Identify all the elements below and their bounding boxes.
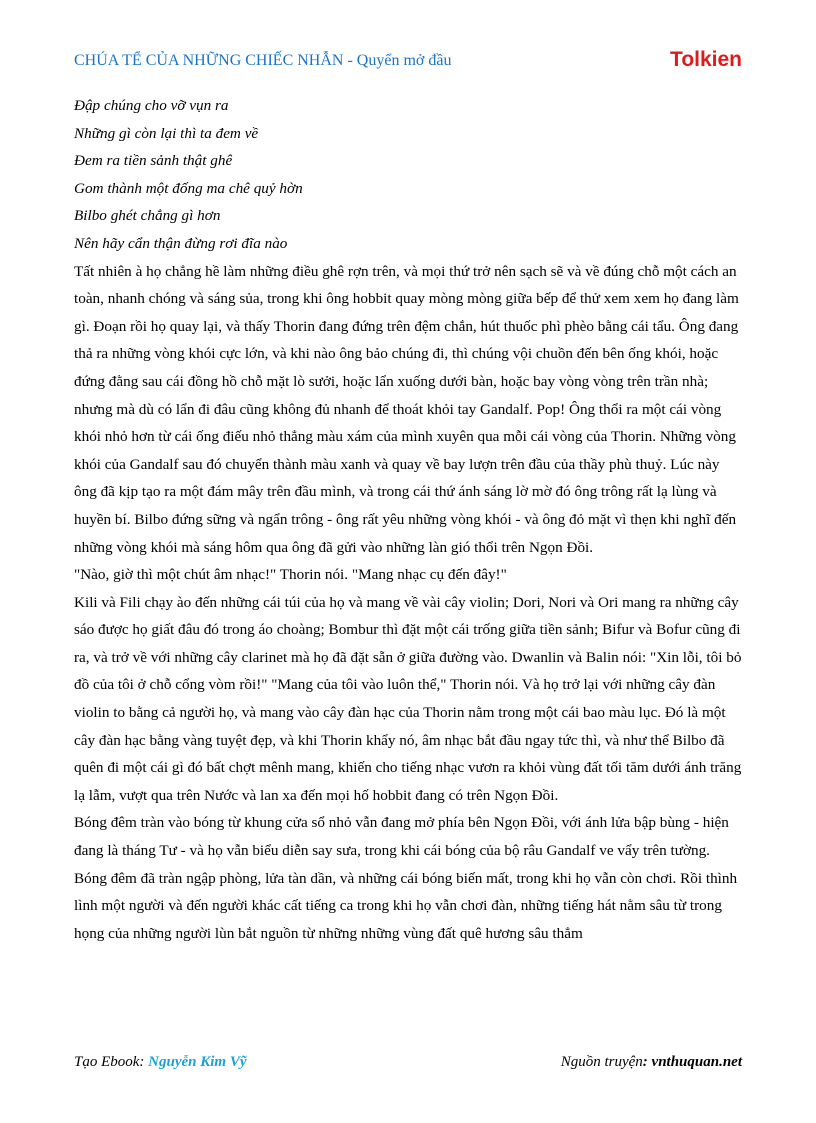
author-name: Tolkien xyxy=(670,48,742,71)
ebook-label: Tạo Ebook xyxy=(74,1054,140,1070)
paragraph-singing: Bóng đêm đã tràn ngập phòng, lửa tàn dần, và những cái bóng biến mất, trong khi họ vẫn còn chơi. Rồi thình lình một người và đến người khác cất tiếng ca trong khi họ vẫn chơi đàn, những tiếng hát nằm sâu từ trong họng của những người lùn bắt nguồn từ những những vùng đất quê hương sâu thẳm xyxy=(74,869,738,942)
poem-line: Đem ra tiền sảnh thật ghê xyxy=(74,152,233,170)
paragraph-instruments: Kili và Fili chạy ào đến những cái túi của họ và mang về vài cây violin; Dori, Nori và Ori mang ra những cây sáo được họ giất đâu đó trong áo choàng; Bombur thì đặt một cái trống giữa tiền sảnh; Bifur và Bofur cũng đi ra, và trở về với những cây clarinet mà họ đã đặt sẵn ở giữa đường vào. Dwanlin và Balin nói: "Xin lỗi, tôi bỏ đồ của tôi ở chỗ cổng vòm rồi!" "Mang của tôi vào luôn thể," Thorin nói. Và họ trở lại với những cây đàn violin to bằng cả người họ, và mang vào cây đàn hạc của Thorin nằm trong một cái bao màu lục. Đó là một cây đàn hạc bằng vàng tuyệt đẹp, và khi Thorin khẩy nó, âm nhạc bắt đầu ngay tức thì, và như thể Bilbo đã quên đi một cái gì đó bất chợt mênh mang, khiến cho tiếng nhạc vươn ra khỏi vùng đất tối tăm dưới ánh trăng lạ lẫm, vượt qua trên Nước và lan xa đến mọi hố hobbit đang có trên Ngọn Đồi. xyxy=(74,593,742,804)
source-colon: : xyxy=(642,1054,652,1070)
source-site-link[interactable]: vnthuquan.net xyxy=(651,1054,742,1070)
poem-block xyxy=(74,92,746,258)
paragraph-smoke-rings: Tất nhiên à họ chẳng hề làm những điều ghê rợn trên, và mọi thứ trở nên sạch sẽ và về đúng chỗ một cách an toàn, nhanh chóng và sáng sủa, trong khi ông hobbit quay mòng mòng giữa bếp để thử xem xem họ đang làm gì. Đoạn rồi họ quay lại, và thấy Thorin đang đứng trên đệm chắn, hút thuốc phì phèo bằng cái tẩu. Ông đang thả ra những vòng khói cực lớn, và khi nào ông bảo chúng đi, thì chúng vội chuồn đến bên ống khói, hoặc đứng đằng sau cái đồng hồ chỗ mặt lò sưởi, hoặc lẩn xuống dưới bàn, hoặc bay vòng vòng trên trần nhà; nhưng mà dù có lẩn đi đâu cũng không đủ nhanh để thoát khỏi tay Gandalf. Pop! Ông thổi ra một cái vòng khói nhỏ hơn từ cái ống điếu nhỏ thẳng màu xám của mình xuyên qua mỗi cái vòng của Thorin. Những vòng khói của Gandalf sau đó chuyển thành màu xanh và quay về bay lượn trên đầu của thầy phù thuỷ. Lúc này ông đã kịp tạo ra một đám mây trên đầu mình, và trong cái thứ ánh sáng lờ mờ đó ông trông rất lạ lùng và huyền bí. Bilbo đứng sững và ngẩn trông - ông rất yêu những vòng khói - và ông đỏ mặt vì thẹn khi nghĩ đến những vòng khói mà sáng hôm qua ông đã gửi vào những làn gió thổi trên Ngọn Đồi. xyxy=(74,262,739,556)
page-footer xyxy=(74,1054,742,1078)
ebook-creator-name: Nguyễn Kim Vỹ xyxy=(148,1054,247,1070)
poem-line: Những gì còn lại thì ta đem về xyxy=(74,124,259,142)
page-header xyxy=(74,48,742,78)
ebook-credit xyxy=(74,1054,247,1071)
poem-line: Nên hãy cẩn thận đừng rơi đĩa nào xyxy=(74,234,288,252)
poem-line: Bilbo ghét chẳng gì hơn xyxy=(74,207,221,225)
paragraph-night-falls: Bóng đêm tràn vào bóng từ khung cửa sổ nhỏ vẫn đang mở phía bên Ngọn Đồi, với ánh lửa bập bùng - hiện đang là tháng Tư - và họ vẫn biểu diễn say sưa, trong khi cái bóng của bộ râu Gandalf ve vẩy trên tường. xyxy=(74,814,729,860)
book-title: CHÚA TỂ CỦA NHỮNG CHIẾC NHẪN - Quyển mở đầu xyxy=(74,52,452,69)
page-content xyxy=(74,92,746,947)
source-label: Nguồn truyện xyxy=(560,1054,643,1070)
poem-line: Gom thành một đống ma chê quỷ hờn xyxy=(74,179,303,197)
source-credit xyxy=(561,1054,742,1071)
paragraph-music-call: "Nào, giờ thì một chút âm nhạc!" Thorin nói. "Mang nhạc cụ đến đây!" xyxy=(74,566,507,584)
ebook-colon: : xyxy=(139,1054,149,1070)
poem-line: Đập chúng cho vỡ vụn ra xyxy=(74,97,229,114)
